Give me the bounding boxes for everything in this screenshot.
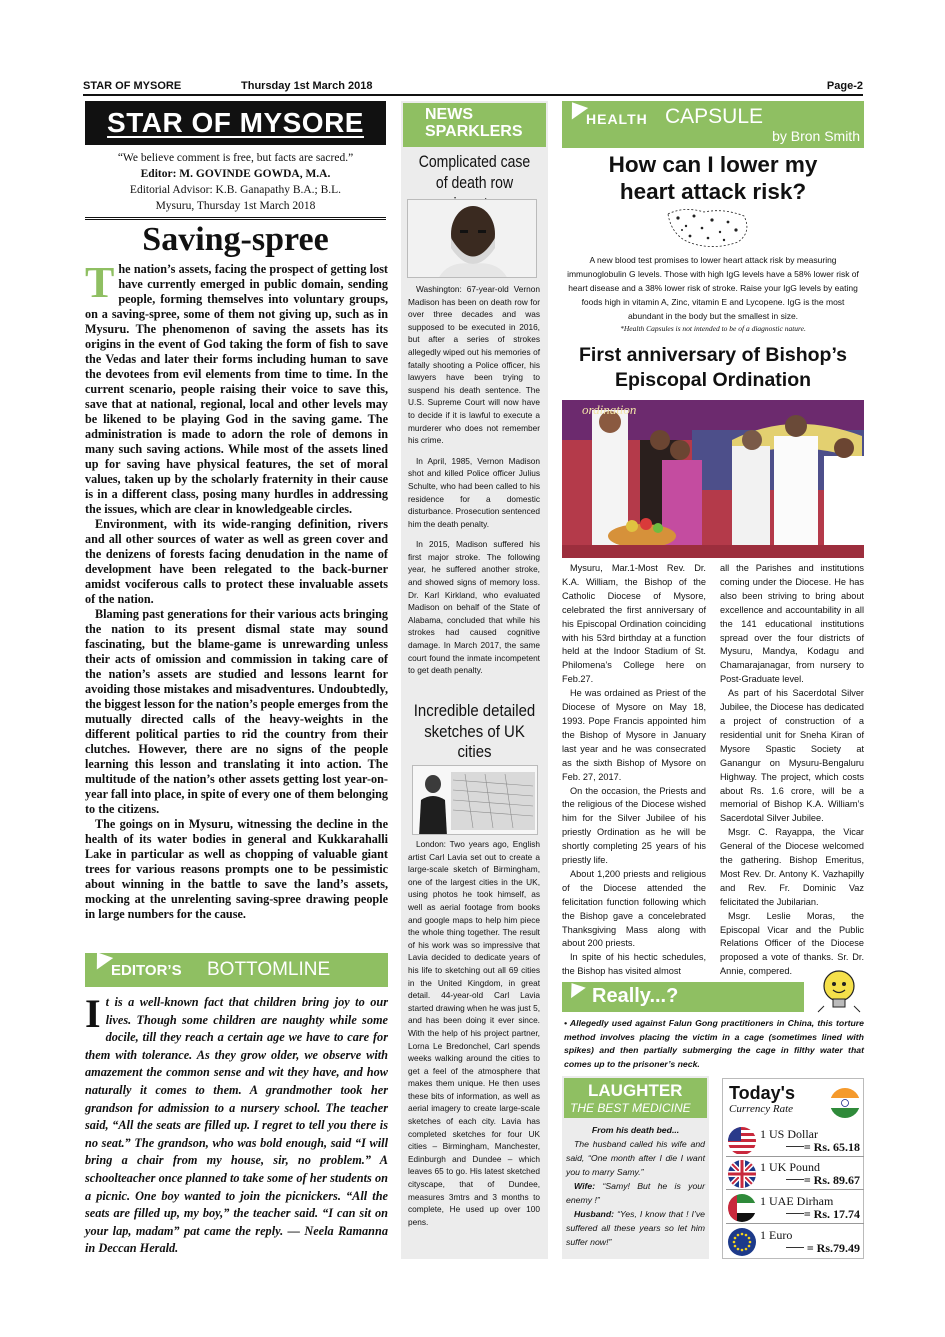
news-label: NEWS (425, 106, 473, 123)
bishop-title-line: Episcopal Ordination (614, 369, 812, 391)
story2-paragraph: London: Two years ago, English artist Carl Lavia set out to create a large-scale sketch of Birmingham, one of the largest cities in the UK, using photos he took himself, as well as aerial footage from books and google maps to help him piece the whole thing together. The result of his work was so impressive that Lavia decided to dedicate years of his life to sketching out all 69 cities in the United Kingdom, in great detail. 44-year-old Carl Lavia started drawing when he was just 5, and has been doing it ever since. With the help of his project partner, Lorna Le Bredonchel, Carl spends weeks walking around the cities to get a feel of the atmosphere that makes them unique. He then uses these bits of information, as well as aerial imagery to create large-scale sketches of each city. Lavia has completed sketches for four UK cities – Birmingham, Manchester, Edinburgh and Dundee – which leaves 65 to go. His latest sketched cityscape, that of Dundee, measures 3mtrs and 3 months to complete, He used up over 100 pens. (408, 839, 540, 1227)
dateline: Mysuru, Thursday 1st March 2018 (155, 200, 316, 212)
news-sparklers-banner (403, 103, 546, 147)
health-title-line: How can I lower my (608, 152, 818, 177)
bottomline-drop-cap: I (85, 991, 101, 1036)
story1-title: Complicated case of death row (418, 153, 531, 192)
laughter-line: The husband called his wife and said, “One month after I die I want you to marry Samy.” (566, 1139, 705, 1177)
rate-line (786, 1213, 804, 1214)
story1-paragraph: In April, 1985, Vernon Madison shot and killed Police officer Julius Schulte, who had been called to his residence for a domestic disturbance. Prosecution sentenced him the death penalty. (408, 455, 540, 529)
story2-body (408, 838, 540, 1236)
cells-illustration (664, 206, 754, 250)
banner-notch (89, 947, 113, 970)
bottomline-label-bold: EDITOR’S (111, 962, 182, 979)
health-text: A new blood test promises to lower heart attack risk by measuring immunoglobulin G levels. Those with high IgG levels have a 58% lower risk of heart disease and a 38% lower risk of stroke. Raise your IgG levels by eating foods high in vitamin A, Zinc, vitamin E and Lycopene. IgG is the most abundant in the body but the smallest in size. (567, 255, 859, 321)
bishop-paragraph: He was ordained as Priest of the Diocese of Mysore on May 18, 1993. Pope Francis appointed him the Bishop of Mysore in January last year and he was consecrated as the sixth Bishop of Mysore on Feb. 27, 2017. (562, 688, 706, 782)
story1-paragraph: In 2015, Madison suffered his first major stroke. The following year, he suffered another stroke, and showed signs of memory loss. Dr. Karl Kirkland, who evaluated Madison on behalf of the State of Alabama, concluded that while his strokes had caused cognitive damage. In March 2017, the same court found the inmate incompetent to get death penalty. (408, 539, 540, 676)
rate-value: Rs. 17.74 (813, 1207, 860, 1221)
rate-line (786, 1146, 804, 1147)
laughter-label: LAUGHTER (588, 1081, 683, 1100)
advisor-line: Editorial Advisor: K.B. Ganapathy B.A.; B.L. (129, 184, 342, 196)
health-capsule-banner (562, 101, 864, 148)
currency-rate: = Rs.79.49 (806, 1241, 860, 1255)
bishop-paragraph: As part of his Sacerdotal Silver Jubilee, the Diocese has dedicated a project of construction of a residential unit for Sneha Kiran of Mysore Spastic Society at Ganangur on Mysuru-Bengaluru Highway. The project, which costs about Rs. 1.6 crore, will be a memorial of Bishop K.A. William’s Sacerdotal Silver Jubilee. (720, 688, 864, 824)
banner-notch (564, 97, 588, 120)
sparklers-label: SPARKLERS (425, 123, 523, 140)
page-header (83, 78, 863, 96)
rate-line (786, 1247, 804, 1248)
uk-flag-icon (728, 1160, 756, 1188)
bishop-title-line: First anniversary of Bishop’s (578, 344, 848, 366)
eu-flag-icon (728, 1228, 756, 1256)
capsule-label: CAPSULE (665, 105, 764, 128)
header-date: Thursday 1st March 2018 (241, 80, 373, 92)
currency-name: 1 Euro (760, 1228, 793, 1242)
currency-name: 1 UAE Dirham (760, 1194, 834, 1208)
editor-line: Editor: M. GOVINDE GOWDA, M.A. (140, 168, 331, 180)
bishop-col-1 (562, 562, 706, 979)
bishop-paragraph: Msgr. Leslie Moras, the Episcopal Vicar and the Public Relations Officer of the Diocese proposed a vote of thanks. Sr. Dr. Annie, compered. (720, 910, 864, 977)
story1-paragraph: Washington: 67-year-old Vernon Madison has been on death row for over three decades and was supposed to be executed in 2016, but after a series of strokes allegedly wiped out his memories of fatally shooting a Police officer, his lawyers have been trying to suspend his death sentence. The U.S. Supreme Court will now have to decide if it is lawful to execute a murderer who does not remember his crime. (408, 284, 540, 446)
bottomline-text: t is a well-known fact that children bring joy to our lives. Though some children are naughty while some docile, till they reach a certain age we have to care for them with tolerance. As they grow older, we observe with amazement the common sense and wit they have, and how naturally it comes to them. A grandmother took her grandson for admission to a nursery school. The teacher said, “All the seats are filled up. I regret to tell you there is no seat.” The grandson, who was bold enough, said “I will bring a chair from my house, sir, no problem.” A schoolteacher once planned to take some of her students on a picnic. One boy wanted to join the picnickers. “All the seats are filled up, my boy,” the teacher said. “I can sit on your lap, madam” pat came the reply. — Neela Ramanna in Deccan Herald. (85, 995, 388, 1256)
currency-row (726, 1158, 864, 1190)
bottomline-label-light: BOTTOMLINE (207, 959, 331, 980)
health-title (562, 151, 864, 205)
lightbulb-icon (814, 966, 864, 1016)
currency-rate: = Rs. 65.18 (803, 1140, 860, 1154)
health-label: HEALTH (586, 111, 648, 127)
health-note: *Health Capsules is not intended to be of a diagnostic nature. (620, 324, 806, 333)
editorial-title: Saving-spree (142, 221, 329, 258)
really-label: Really...? (592, 985, 679, 1007)
currency-title: Today's (729, 1083, 795, 1103)
masthead-info (85, 150, 386, 214)
rate-line (786, 1179, 804, 1180)
best-medicine-label: THE BEST MEDICINE (570, 1101, 691, 1115)
india-flag-icon (830, 1088, 860, 1118)
bottomline-body (85, 991, 388, 1258)
currency-name: 1 UK Pound (760, 1160, 821, 1174)
editorial-paragraph: he nation’s assets, facing the prospect of getting lost have currently emerged in public domain, sending people, forming themselves into voluntary groups, on a saving-spree, some of them not giving up, such as in Mysuru. The phenomenon of saving the assets has its origins in the event of God taking the form of fish to save the Vedas and later their forms including human to save the devotees from evil elements from time to time. In the current scenario, people raising their voice to save this, save that at national, regional, local and other levels may be likened to be playing God in the saving game. The administration is made to adorn the role of demons in many such saving actions. While most of the assets lined up for saving have physical features, the set of moral values, taken up by the scholarly fraternity in their cause is in a different class, posing many hurdles in addressing the issues, which are clear in knowledgeable circles. (85, 262, 388, 516)
husband-text: “Yes, I know that ! I’ve suffered all these years so let him suffer now!” (566, 1209, 706, 1247)
banner-notch (564, 978, 586, 998)
laughter-body (566, 1123, 705, 1249)
page-number: Page-2 (826, 80, 863, 92)
uae-flag-icon (728, 1194, 756, 1222)
story1-body (408, 283, 540, 685)
bottomline-banner (85, 953, 388, 987)
currency-row (726, 1192, 864, 1224)
bishop-paragraph: Mysuru, Mar.1-Most Rev. Dr. K.A. William, the Bishop of the Catholic Diocese of Mysore, celebrated the first anniversary of his Episcopal Ordination coinciding with his 53rd birthday at a function held at the Indoor Stadium of St. Philomena’s College here on Feb.27. (562, 563, 706, 685)
editorial-paragraph: Environment, with its wide-ranging definition, rivers and all other sources of water as well as green cover and the denizens of forests facing denudation in the name of development have been relegated to the back-burner amidst vociferous calls to protect these invaluable assets of the nation. (85, 517, 388, 606)
currency-rate: = Rs. 89.67 (803, 1173, 860, 1187)
sketch-photo (412, 765, 538, 835)
rate-value: Rs. 89.67 (813, 1173, 860, 1187)
health-byline: by Bron Smith (772, 128, 860, 144)
bishop-col-2 (720, 562, 864, 979)
laughter-title: From his death bed... (591, 1125, 680, 1135)
bishop-photo (562, 400, 864, 558)
bishop-paragraph: On the occasion, the Priests and the religious of the Diocese wished him for the Silver Jubilee of his priestly Ordination as he will be shortly completing 25 years of his priestly life. (562, 785, 706, 866)
editorial-paragraph: Blaming past generations for their various acts bringing the nation to its present dismal state may sound fascinating, but the blame-game is unrewarding unless their acts of omission and commission in taking care of the nation’s assets are studied and lessons learnt for avoiding those mistakes and misadventures. Undoubtedly, the biggest lesson for the nation’s people emerges from the mutually directed calls of the heavy-weights in the different political parties to rid the country from their clutches. However, there are no signs of the people learning this lesson and translating it into action. The multitude of the nation’s other assets getting lost year-on-year fall into place, in spite of every one of them belonging to the citizens. (85, 607, 388, 816)
editorial-paragraph: The goings on in Mysuru, witnessing the decline in the health of its water bodies in general and Kukkarahalli Lake in particular as well as chopping of valuable giant trees for various reasons prompts one to be pessimistic about winning in the battle to save the land’s assets, mocking at the unrelenting saving-spree drawing people in large numbers for the cause. (85, 817, 388, 921)
rate-value: Rs.79.49 (816, 1241, 860, 1255)
inmate-photo (407, 199, 537, 278)
rate-value: Rs. 65.18 (813, 1140, 860, 1154)
currency-rate: = Rs. 17.74 (803, 1207, 860, 1221)
husband-label: Husband: (574, 1209, 615, 1219)
bishop-paragraph: In spite of his hectic schedules, the Bishop has visited almost (562, 952, 706, 977)
editorial-drop-cap: T (85, 258, 115, 307)
editorial-body (85, 258, 388, 922)
bishop-banner-text: ordination (582, 402, 637, 417)
really-banner (562, 982, 804, 1012)
currency-row (726, 1226, 864, 1258)
story2-title: Incredible detailed sketches of UK cities (413, 701, 536, 761)
motto: “We believe comment is free, but facts are sacred.” (117, 152, 354, 164)
masthead-logo (85, 101, 386, 145)
bishop-paragraph: About 1,200 priests and religious of the Diocese attended the felicitation function following which the Bishop gave a concelebrated Thanksgiving Mass along with about 200 priests. (562, 868, 706, 949)
laughter-banner (564, 1078, 707, 1118)
paper-name: STAR OF MYSORE (83, 80, 182, 92)
really-text: • Allegedly used against Falun Gong practitioners in China, this torture method involves placing the victim in a cage (sometimes lined with spikes) and then partially submerging the cage in filthy water that comes up to the prisoner’s neck. (564, 1018, 864, 1069)
currency-name: 1 US Dollar (760, 1127, 818, 1141)
bishop-title (562, 343, 864, 393)
laughter-wife-line (566, 1179, 705, 1207)
bishop-paragraph: all the Parishes and institutions coming under the Diocese. He has also been striving to bring about excellence and accountability in all the 141 educational institutions spread over the four districts of Mysuru, Mandya, Kodagu and Chamarajanagar, from nursery to Post-Graduate level. (720, 563, 864, 685)
currency-subtitle: Currency Rate (729, 1103, 794, 1115)
wife-label: Wife: (574, 1181, 596, 1191)
wife-text: “Samy! But he is your enemy !” (566, 1181, 705, 1205)
health-title-line: heart attack risk? (619, 179, 807, 204)
currency-row (726, 1125, 864, 1157)
logo-text: STAR OF MYSORE (107, 107, 364, 138)
laughter-husband-line (566, 1207, 705, 1249)
us-flag-icon (728, 1127, 756, 1155)
bishop-paragraph: Msgr. C. Rayappa, the Vicar General of the Diocese welcomed the gathering. Bishop Emeritus, Most Rev. Dr. Antony K. Vazhapilly and Rev. Fr. Dominic Vaz felicitated the Jubilarian. (720, 827, 864, 907)
